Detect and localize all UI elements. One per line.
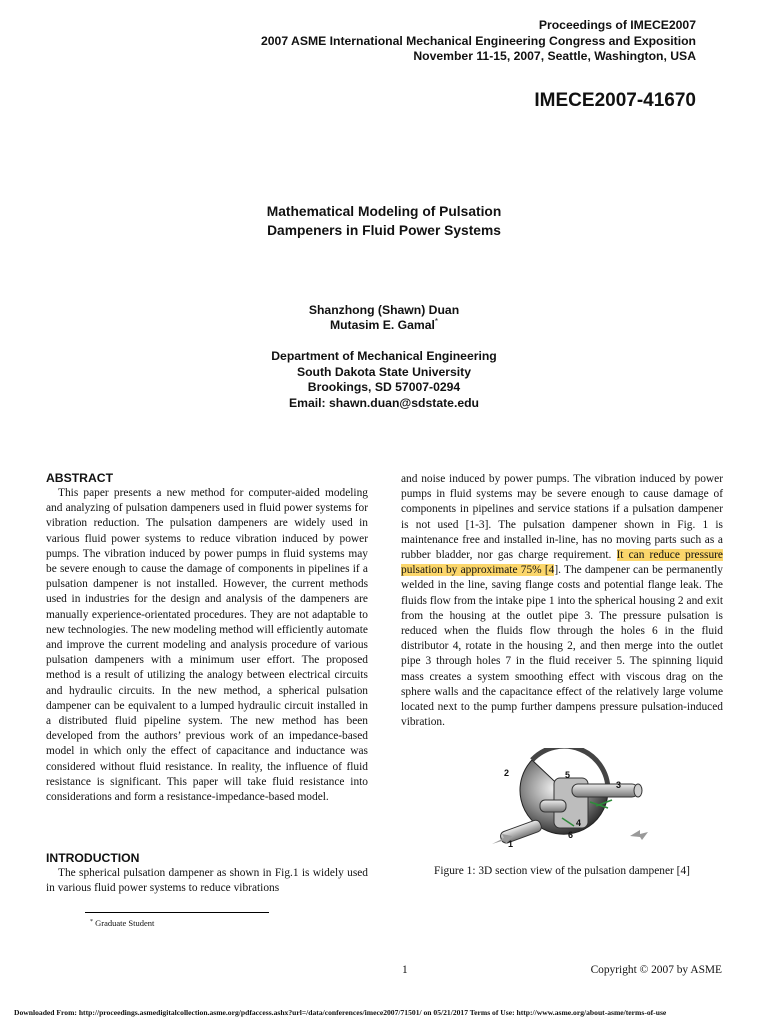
introduction-heading: INTRODUCTION [46,851,140,865]
proceedings-name: Proceedings of IMECE2007 [538,18,696,32]
footnote [90,918,154,928]
footnote-divider [85,912,269,913]
author-1: Shanzhong (Shawn) Duan [308,303,460,317]
introduction-text: The spherical pulsation dampener as shown in Fig.1 is widely used in various fluid power systems to reduce vibrations [46,867,368,895]
right-column-text-before: and noise induced by power pumps. The vibration induced by power pumps in fluid systems may be severe enough to cause damage of components in pipelines and service stations if a pulsation dampener is not used [1-3]. The pulsation dampener shown in Fig. 1 is maintenance free and installed in-line, has no moving parts such as a rubber bladder, nor gas charge requirement. [401,473,723,562]
title-line-2: Dampeners in Fluid Power Systems [267,222,501,238]
figure-caption: Figure 1: 3D section view of the pulsation dampener [4] [434,865,690,877]
footnote-mark: * [90,919,93,925]
flow-arrow-out [630,830,648,840]
right-column-text-after: ]. The dampener can be permanently welded in the line, saving flange costs and potential flange leak. The fluids flow from the intake pipe 1 into the spherical housing 2 and exit from the housing at the outlet pipe 3. The pressure pulsation is reduced when the fluids flow through the holes 6 in the fluid distributor 4, rotate in the housing 2, and then merge into the outlet pipe 3 through holes 7 in the fluid receiver 5. The spinning liquid mass creates a system smoothing effect with viscous drag on the sphere walls and the capacitance effect of the relatively large volume located next to the pump further dampens pressure pulsation-induced vibration. [401,564,723,729]
page-number: 1 [402,964,408,976]
author-list [0,303,768,332]
download-notice: Downloaded From: http://proceedings.asmedigitalcollection.asme.org/pdfaccess.ashx?url=/data/conferences/imece2007/71501/ on 05/21/2017 Terms of Use: http://www.asme.org/about-asme/terms-of-use [14,1008,667,1017]
fluid-distributor [540,800,566,812]
outlet-pipe-end [634,784,642,797]
conference-name: 2007 ASME International Mechanical Engineering Congress and Exposition [260,33,696,48]
copyright: Copyright © 2007 by ASME [590,964,722,976]
pulsation-dampener-diagram [490,748,650,848]
proceedings-header [261,18,696,65]
introduction-section [46,851,368,896]
author-2: Mutasim E. Gamal [329,317,435,332]
right-column-text [401,472,723,730]
paper-title [0,203,768,240]
author-2-footnote-mark: * [434,316,439,326]
affiliation-city: Brookings, SD 57007-0294 [307,380,461,394]
highlighted-text: It can reduce pressure pulsation by approximate 75% [4 [401,549,723,577]
paper-id: IMECE2007-41670 [534,90,696,111]
affiliation-university: South Dakota State University [296,364,472,379]
conference-date-location: November 11-15, 2007, Seattle, Washington, USA [413,49,696,63]
figure-1 [490,748,650,848]
title-line-1: Mathematical Modeling of Pulsation [266,204,502,219]
abstract-text: This paper presents a new method for computer-aided modeling and analyzing of pulsation dampeners used in fluid power systems for vibration reduction. The pulsation dampeners are widely used in various fluid power systems to reduce vibration induced by power pumps. The vibration induced by power pumps in fluid systems may be severe enough to cause the damage of components in pipelines if a pulsation dampener is not installed. However, the current methods used in industries for the design and analysis of the dampeners are manually experience-orientated procedures. They are not adaptable to new technologies. The new modeling method will efficiently automate and improve the current modeling and analysis procedure of various pulsation dampeners with a minimum user effort. The proposed method is a result of utilizing the analogy between electrical circuits and hydraulic circuits. In the new method, a spherical pulsation dampener can be equivalent to a lumped hydraulic circuit installed in a distributed fluid pipeline system. The new method has been developed from the authors’ previous work of an impedance-based model in which only the effect of capacitance and inductance was considered without fluid resistance. In reality, the influence of fluid resistance is significant. This paper will take fluid resistance into considerations and form a resistance-impedance-based model. [46,487,368,804]
figure-label-2: 2 [504,768,510,778]
affiliation [0,349,768,411]
footnote-text: Graduate Student [95,918,155,928]
figure-label-5: 5 [565,770,571,780]
figure-label-4: 4 [576,818,582,828]
outlet-pipe [572,784,638,797]
affiliation-dept: Department of Mechanical Engineering [271,349,497,363]
figure-label-6: 6 [568,830,574,840]
abstract-heading: ABSTRACT [46,471,114,485]
abstract-section [46,471,368,805]
figure-label-1: 1 [508,839,514,848]
figure-label-3: 3 [616,780,622,790]
affiliation-email: Email: shawn.duan@sdstate.edu [289,395,479,410]
